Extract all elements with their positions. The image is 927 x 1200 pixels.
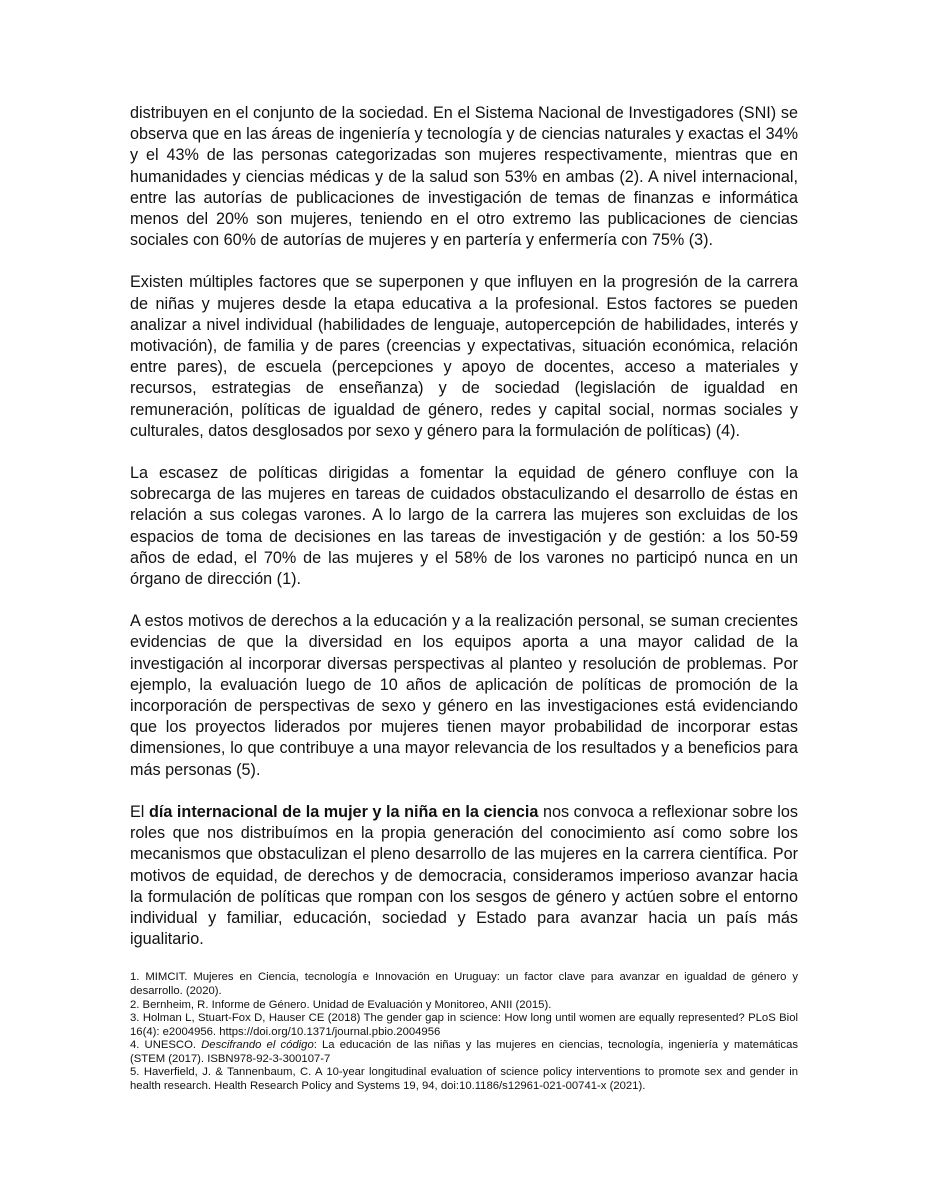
footnote-text: 4. UNESCO. — [130, 1039, 202, 1052]
footnote — [130, 999, 798, 1013]
footnotes — [130, 971, 798, 1093]
footnote-text-end: : La educación de las niñas y las mujeres en ciencias, tecnología, ingeniería y matemáticas (STEM (2017). ISBN978-92-3-300107-7 — [130, 1039, 799, 1065]
closing-text-start: El — [130, 802, 149, 821]
footnote — [130, 1066, 798, 1093]
footnote-text: 5. Haverfield, J. & Tannenbaum, C. A 10-year longitudinal evaluation of science policy interventions to promote sex and gender in health research. Health Research Policy and Systems 19, 94, doi:10.1186/s12961-021-00741-x (2021). — [130, 1066, 798, 1093]
paragraph-career-factors: Existen múltiples factores que se superponen y que influyen en la progresión de la carrera de niñas y mujeres desde la etapa educativa a la profesional. Estos factores se pueden analizar a nivel individual (habilidades de lenguaje, autopercepción de habilidades, interés y motivación), de familia y de pares (creencias y expectativas, situación económica, relación entre pares), de escuela (percepciones y apoyo de docentes, acceso a materiales y recursos, estrategias de enseñanza) y de sociedad (legislación de igualdad en remuneración, políticas de igualdad de género, redes y capital social, normas sociales y culturales, datos desglosados por sexo y género para la formulación de políticas) (4). — [130, 273, 798, 440]
footnote — [130, 1039, 798, 1066]
paragraph-policy-scarcity: La escasez de políticas dirigidas a fomentar la equidad de género confluye con la sobrecarga de las mujeres en tareas de cuidados obstaculizando el desarrollo de éstas en relación a sus colegas varones. A lo largo de la carrera las mujeres son excluidas de los espacios de toma de decisiones en las tareas de investigación y de gestión: a los 50-59 años de edad, el 70% de las mujeres y el 58% de los varones no participó nunca en un órgano de dirección (1). — [130, 464, 798, 589]
footnote-text: 2. Bernheim, R. Informe de Género. Unidad de Evaluación y Monitoreo, ANII (2015). — [130, 998, 552, 1011]
closing-text-end: nos convoca a reflexionar sobre los roles que nos distribuímos en la propia generación del conocimiento así como sobre los mecanismos que obstaculizan el pleno desarrollo de las mujeres en la carrera científica. Por motivos de equidad, de derechos y de democracia, consideramos imperioso avanzar hacia la formulación de políticas que rompan con los sesgos de género y actúen sobre el entorno individual y familiar, educación, sociedad y Estado para avanzar hacia un país más igualitario. — [130, 802, 798, 949]
footnote-italic-title: Descifrando el código — [201, 1039, 314, 1052]
footnote-text: 3. Holman L, Stuart-Fox D, Hauser CE (2018) The gender gap in science: How long until women are equally represented? PLoS Biol 16(4): e2004956. https://doi.org/10.1371/journal.pbio.2004956 — [130, 1012, 798, 1038]
paragraph-sni-statistics: distribuyen en el conjunto de la sociedad. En el Sistema Nacional de Investigadores (SNI) se observa que en las áreas de ingeniería y tecnología y de ciencias naturales y exactas el 34% y el 43% de las personas categorizadas son mujeres respectivamente, mientras que en humanidades y ciencias médicas y de la salud son 53% en ambas (2). A nivel internacional, entre las autorías de publicaciones de investigación de temas de finanzas e informática menos del 20% son mujeres, teniendo en el otro extremo las publicaciones de ciencias sociales con 60% de autorías de mujeres y en partería y enfermería con 75% (3). — [130, 104, 798, 250]
paragraph-closing — [130, 802, 798, 950]
paragraph-diversity-evidence: A estos motivos de derechos a la educación y a la realización personal, se suman crecientes evidencias de que la diversidad en los equipos aporta a una mayor calidad de la investigación al incorporar diversas perspectivas al planteo y resolución de problemas. Por ejemplo, la evaluación luego de 10 años de aplicación de políticas de promoción de la incorporación de perspectivas de sexo y género en las investigaciones está evidenciando que los proyectos liderados por mujeres tienen mayor probabilidad de incorporar estas dimensiones, lo que contribuye a una mayor relevancia de los resultados y a beneficios para más personas (5). — [130, 612, 798, 779]
footnote-text: 1. MIMCIT. Mujeres en Ciencia, tecnología e Innovación en Uruguay: un factor clave para avanzar en igualdad de género y desarrollo. (2020). — [130, 971, 798, 997]
footnote — [130, 1012, 798, 1039]
closing-text-bold: día internacional de la mujer y la niña en la ciencia — [148, 802, 539, 821]
document-page — [130, 103, 798, 1094]
footnote — [130, 971, 798, 998]
